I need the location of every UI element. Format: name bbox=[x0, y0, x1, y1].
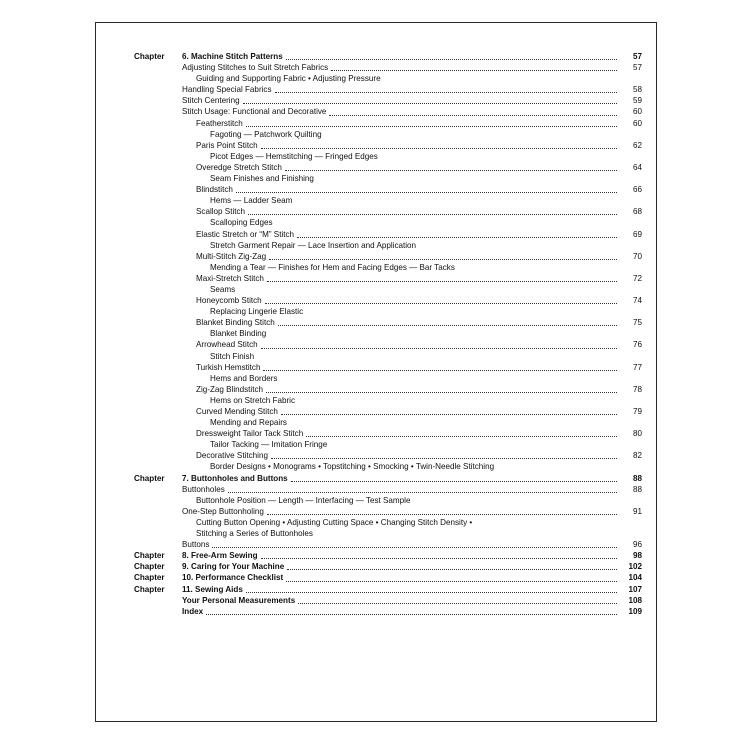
leader-dots bbox=[246, 119, 617, 127]
toc-page-number: 60 bbox=[632, 107, 642, 117]
chapter-word: Chapter bbox=[134, 584, 165, 594]
toc-entry-row[interactable] bbox=[134, 151, 642, 162]
toc-page-number: 62 bbox=[632, 140, 642, 150]
toc-entry-label: Scallop Stitch bbox=[196, 207, 246, 217]
toc-entry-label: Dressweight Tailor Tack Stitch bbox=[196, 429, 304, 439]
toc-page-number: 66 bbox=[632, 185, 642, 195]
toc-entry-label: Buttonhole Position — Length — Interfacing — Test Sample bbox=[196, 495, 411, 505]
toc-entry-label: Seam Finishes and Finishing bbox=[210, 174, 314, 184]
toc-entry-row[interactable] bbox=[134, 406, 642, 417]
toc-page-number: 77 bbox=[632, 362, 642, 372]
leader-dots bbox=[275, 85, 617, 93]
leader-dots bbox=[271, 451, 617, 459]
leader-dots bbox=[306, 308, 617, 315]
chapter-word: Chapter bbox=[134, 551, 165, 561]
leader-dots bbox=[236, 185, 617, 193]
leader-dots bbox=[298, 596, 617, 604]
toc-entry-row[interactable] bbox=[134, 206, 642, 217]
leader-dots bbox=[287, 562, 617, 570]
toc-entry-label: Hems and Borders bbox=[210, 373, 278, 383]
leader-dots bbox=[384, 75, 617, 82]
toc-entry-row[interactable] bbox=[134, 262, 642, 273]
toc-entry-row[interactable] bbox=[134, 284, 642, 295]
toc-page-number: 68 bbox=[632, 207, 642, 217]
toc-entry-row[interactable] bbox=[134, 328, 642, 339]
toc-entry-label: Picot Edges — Hemstitching — Fringed Edges bbox=[210, 151, 378, 161]
leader-dots bbox=[276, 220, 617, 227]
leader-dots bbox=[316, 530, 617, 537]
toc-chapter-row[interactable] bbox=[134, 572, 642, 583]
toc-page-number: 72 bbox=[632, 273, 642, 283]
toc-chapter-row[interactable] bbox=[134, 606, 642, 617]
toc-entry-row[interactable] bbox=[134, 73, 642, 84]
toc-entry-row[interactable] bbox=[134, 140, 642, 151]
toc-page-number: 82 bbox=[632, 451, 642, 461]
leader-dots bbox=[267, 507, 617, 515]
leader-dots bbox=[325, 131, 617, 138]
toc-page-number: 88 bbox=[632, 473, 642, 483]
toc-entry-label: 10. Performance Checklist bbox=[182, 573, 284, 583]
toc-entry-label: Honeycomb Stitch bbox=[196, 296, 262, 306]
leader-dots bbox=[212, 540, 617, 548]
toc-entry-row[interactable] bbox=[134, 317, 642, 328]
leader-dots bbox=[295, 197, 617, 204]
toc-entry-row[interactable] bbox=[134, 162, 642, 173]
toc-chapter-row[interactable] bbox=[134, 550, 642, 561]
toc-entry-row[interactable] bbox=[134, 528, 642, 539]
toc-entry-label: Buttons bbox=[182, 540, 210, 550]
toc-entry-label: Multi-Stitch Zig-Zag bbox=[196, 251, 267, 261]
toc-entry-label: Zig-Zag Blindstitch bbox=[196, 384, 264, 394]
leader-dots bbox=[257, 353, 617, 360]
toc-entry-label: Mending and Repairs bbox=[210, 418, 287, 428]
leader-dots bbox=[265, 296, 617, 304]
toc-page-number: 109 bbox=[628, 606, 642, 616]
toc-entry-row[interactable] bbox=[134, 84, 642, 95]
toc-entry-row[interactable] bbox=[134, 273, 642, 284]
toc-entry-row[interactable] bbox=[134, 62, 642, 73]
toc-entry-label: Blanket Binding bbox=[210, 329, 267, 339]
toc-entry-row[interactable] bbox=[134, 506, 642, 517]
leader-dots bbox=[317, 175, 617, 182]
toc-entry-label: Featherstitch bbox=[196, 118, 243, 128]
leader-dots bbox=[206, 607, 617, 615]
toc-page-number: 74 bbox=[632, 296, 642, 306]
toc-entry-row[interactable] bbox=[134, 395, 642, 406]
toc-page-number: 79 bbox=[632, 407, 642, 416]
toc-entry-row[interactable] bbox=[134, 417, 642, 428]
toc-entry-row[interactable] bbox=[134, 240, 642, 251]
table-of-contents bbox=[134, 51, 642, 617]
toc-chapter-row[interactable] bbox=[134, 473, 642, 484]
toc-page-number: 80 bbox=[632, 429, 642, 439]
toc-chapter-row[interactable] bbox=[134, 561, 642, 572]
toc-page-number: 76 bbox=[632, 340, 642, 350]
leader-dots bbox=[267, 274, 617, 282]
toc-entry-label: Stretch Garment Repair — Lace Insertion and Application bbox=[210, 240, 417, 250]
toc-page-number: 75 bbox=[632, 318, 642, 328]
toc-entry-label: Seams bbox=[210, 284, 236, 294]
toc-entry-row[interactable] bbox=[134, 129, 642, 140]
toc-entry-label: Your Personal Measurements bbox=[182, 595, 296, 605]
toc-entry-row[interactable] bbox=[134, 495, 642, 506]
toc-entry-row[interactable] bbox=[134, 173, 642, 184]
toc-page-number: 69 bbox=[632, 229, 642, 239]
toc-entry-row[interactable] bbox=[134, 339, 642, 350]
leader-dots bbox=[381, 153, 617, 160]
leader-dots bbox=[243, 96, 617, 104]
toc-entry-label: Curved Mending Stitch bbox=[196, 407, 278, 416]
toc-entry-label: One-Step Buttonholing bbox=[182, 506, 264, 516]
leader-dots bbox=[261, 341, 617, 349]
toc-entry-row[interactable] bbox=[134, 251, 642, 262]
toc-page-number: 78 bbox=[632, 384, 642, 394]
toc-page-number: 108 bbox=[628, 595, 642, 605]
toc-entry-label: Scalloping Edges bbox=[210, 218, 273, 228]
toc-entry-label: Maxi-Stretch Stitch bbox=[196, 273, 264, 283]
chapter-word: Chapter bbox=[134, 573, 165, 583]
toc-page-number: 102 bbox=[628, 562, 642, 572]
leader-dots bbox=[238, 286, 617, 293]
toc-page-number: 96 bbox=[632, 540, 642, 550]
toc-entry-row[interactable] bbox=[134, 539, 642, 550]
leader-dots bbox=[475, 519, 617, 526]
toc-entry-row[interactable] bbox=[134, 373, 642, 384]
toc-entry-row[interactable] bbox=[134, 306, 642, 317]
leader-dots bbox=[263, 363, 617, 371]
toc-entry-row[interactable] bbox=[134, 195, 642, 206]
leader-dots bbox=[281, 407, 617, 415]
leader-dots bbox=[290, 419, 617, 426]
toc-page-number: 70 bbox=[632, 251, 642, 261]
chapter-word: Chapter bbox=[134, 562, 165, 572]
toc-entry-row[interactable] bbox=[134, 229, 642, 240]
toc-page-number: 88 bbox=[632, 484, 642, 494]
toc-entry-label: Paris Point Stitch bbox=[196, 140, 258, 150]
leader-dots bbox=[248, 207, 617, 215]
toc-entry-label: Cutting Button Opening • Adjusting Cutting Space • Changing Stitch Density • bbox=[196, 517, 473, 527]
toc-page-number: 60 bbox=[632, 118, 642, 128]
toc-entry-label: Mending a Tear — Finishes for Hem and Facing Edges — Bar Tacks bbox=[210, 262, 455, 272]
toc-entry-row[interactable] bbox=[134, 295, 642, 306]
toc-entry-label: Arrowhead Stitch bbox=[196, 340, 258, 350]
leader-dots bbox=[458, 264, 617, 271]
leader-dots bbox=[261, 551, 617, 559]
toc-entry-label: Guiding and Supporting Fabric • Adjusting Pressure bbox=[196, 74, 381, 84]
toc-page-number: 107 bbox=[628, 584, 642, 594]
toc-page-number: 58 bbox=[632, 85, 642, 95]
toc-entry-label: Tailor Tacking — Imitation Fringe bbox=[210, 440, 328, 450]
leader-dots bbox=[330, 441, 617, 448]
toc-entry-row[interactable] bbox=[134, 217, 642, 228]
toc-entry-label: Hems — Ladder Seam bbox=[210, 196, 293, 206]
toc-entry-label: Handling Special Fabrics bbox=[182, 85, 272, 95]
toc-entry-label: Stitch Usage: Functional and Decorative bbox=[182, 107, 327, 117]
leader-dots bbox=[286, 574, 617, 582]
chapter-word: Chapter bbox=[134, 52, 165, 61]
leader-dots bbox=[331, 63, 617, 71]
toc-entry-label: Stitch Centering bbox=[182, 96, 240, 106]
toc-entry-row[interactable] bbox=[134, 384, 642, 395]
leader-dots bbox=[298, 397, 617, 404]
leader-dots bbox=[413, 497, 617, 504]
leader-dots bbox=[329, 108, 617, 116]
toc-entry-label: 6. Machine Stitch Patterns bbox=[182, 52, 283, 61]
leader-dots bbox=[497, 464, 617, 471]
toc-entry-row[interactable] bbox=[134, 450, 642, 461]
toc-entry-label: 9. Caring for Your Machine bbox=[182, 562, 285, 572]
toc-entry-label: Blanket Binding Stitch bbox=[196, 318, 275, 328]
toc-entry-row[interactable] bbox=[134, 428, 642, 439]
toc-page-number: 91 bbox=[632, 506, 642, 516]
toc-entry-label: Elastic Stretch or “M” Stitch bbox=[196, 229, 295, 239]
leader-dots bbox=[246, 585, 617, 593]
toc-chapter-row[interactable] bbox=[134, 51, 642, 62]
leader-dots bbox=[280, 375, 617, 382]
leader-dots bbox=[286, 52, 617, 60]
toc-entry-label: Turkish Hemstitch bbox=[196, 362, 261, 372]
toc-entry-row[interactable] bbox=[134, 484, 642, 495]
toc-entry-label: Stitching a Series of Buttonholes bbox=[196, 529, 313, 539]
toc-entry-label: Decorative Stitching bbox=[196, 451, 268, 461]
toc-entry-row[interactable] bbox=[134, 351, 642, 362]
leader-dots bbox=[266, 385, 617, 393]
leader-dots bbox=[228, 485, 617, 493]
toc-entry-row[interactable] bbox=[134, 461, 642, 472]
toc-entry-row[interactable] bbox=[134, 362, 642, 373]
leader-dots bbox=[291, 474, 617, 482]
leader-dots bbox=[306, 429, 617, 437]
toc-entry-label: 11. Sewing Aids bbox=[182, 584, 243, 594]
toc-entry-label: Blindstitch bbox=[196, 185, 233, 195]
leader-dots bbox=[278, 318, 617, 326]
toc-entry-label: Buttonholes bbox=[182, 484, 225, 494]
leader-dots bbox=[261, 141, 617, 149]
toc-entry-label: Hems on Stretch Fabric bbox=[210, 395, 296, 405]
toc-entry-label: Replacing Lingerie Elastic bbox=[210, 307, 304, 317]
toc-chapter-row[interactable] bbox=[134, 595, 642, 606]
toc-page-number: 59 bbox=[632, 96, 642, 106]
toc-entry-label: 8. Free-Arm Sewing bbox=[182, 551, 258, 561]
toc-entry-label: Index bbox=[182, 606, 204, 616]
toc-entry-label: Fagoting — Patchwork Quilting bbox=[210, 129, 322, 139]
leader-dots bbox=[419, 242, 617, 249]
toc-page-number: 57 bbox=[632, 52, 642, 61]
toc-entry-row[interactable] bbox=[134, 118, 642, 129]
leader-dots bbox=[297, 230, 617, 238]
toc-entry-label: Border Designs • Monograms • Topstitching • Smocking • Twin-Needle Stitching bbox=[210, 462, 495, 472]
toc-entry-row[interactable] bbox=[134, 517, 642, 528]
toc-entry-label: 7. Buttonholes and Buttons bbox=[182, 473, 288, 483]
toc-chapter-row[interactable] bbox=[134, 584, 642, 595]
leader-dots bbox=[269, 330, 617, 337]
toc-page-number: 104 bbox=[628, 573, 642, 583]
chapter-word: Chapter bbox=[134, 473, 165, 483]
toc-entry-label: Stitch Finish bbox=[210, 351, 255, 361]
leader-dots bbox=[285, 163, 617, 171]
toc-page-number: 64 bbox=[632, 162, 642, 172]
document-page bbox=[95, 22, 657, 722]
leader-dots bbox=[269, 252, 617, 260]
toc-entry-row[interactable] bbox=[134, 95, 642, 106]
toc-entry-label: Adjusting Stitches to Suit Stretch Fabrics bbox=[182, 63, 329, 73]
toc-entry-row[interactable] bbox=[134, 439, 642, 450]
toc-entry-row[interactable] bbox=[134, 184, 642, 195]
toc-entry-label: Overedge Stretch Stitch bbox=[196, 162, 282, 172]
toc-page-number: 57 bbox=[632, 63, 642, 73]
toc-page-number: 98 bbox=[632, 551, 642, 561]
toc-entry-row[interactable] bbox=[134, 106, 642, 117]
